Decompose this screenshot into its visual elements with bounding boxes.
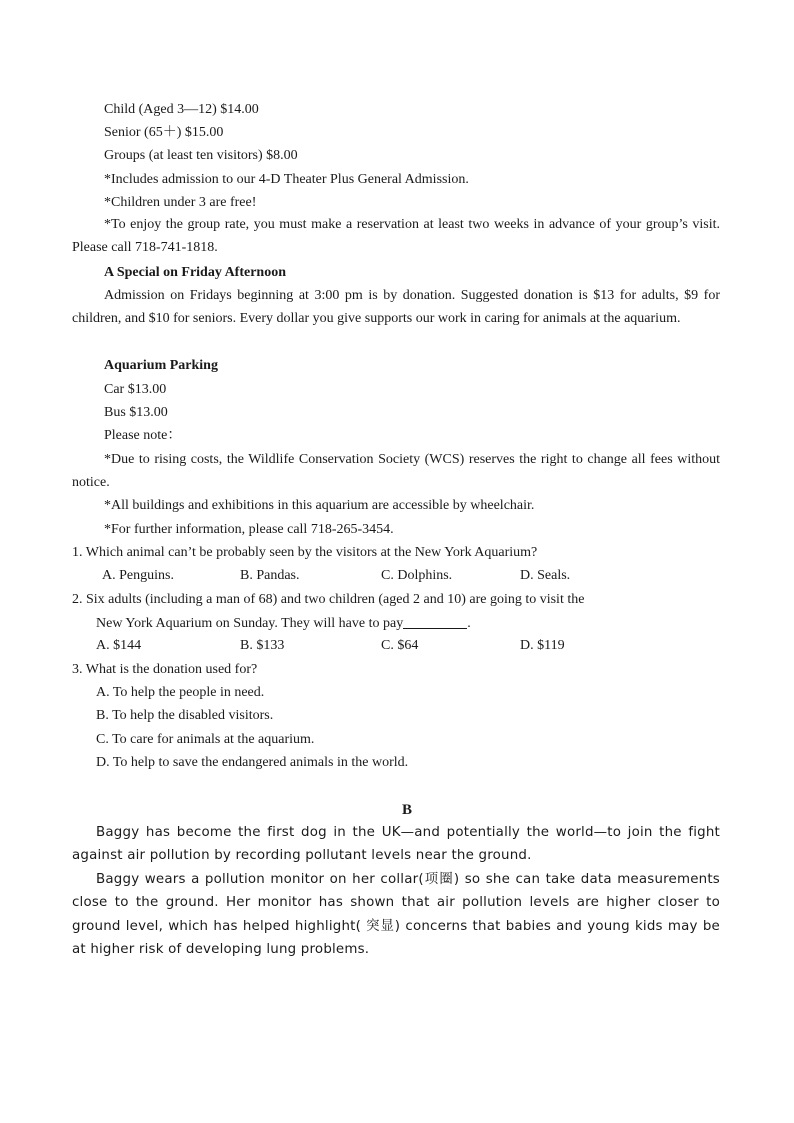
question-1-stem: 1. Which animal can’t be probably seen by the visitors at the New York Aquarium? <box>72 545 538 560</box>
price-groups: Groups (at least ten visitors) $8.00 <box>104 148 298 163</box>
section-b-paragraph-1: Baggy has become the first dog in the UK—and potentially the world—to join the fight against air pollution by recording pollutant levels near the ground. <box>72 825 720 864</box>
question-3-option-a[interactable]: A. To help the people in need. <box>96 685 265 700</box>
note-rising-costs: *Due to rising costs, the Wildlife Conservation Society (WCS) reserves the right to change all fees without notice. <box>72 452 720 491</box>
question-1-option-d[interactable]: D. Seals. <box>520 568 571 583</box>
question-2-option-b[interactable]: B. $133 <box>240 638 285 653</box>
answer-blank[interactable] <box>403 614 467 629</box>
friday-text: Admission on Fridays beginning at 3:00 pm is by donation. Suggested donation is $13 for adults, $9 for children, and $10 for seniors. Every dollar you give supports our work in caring for animals at the aquarium. <box>72 288 720 327</box>
question-2-option-d[interactable]: D. $119 <box>520 638 565 653</box>
section-b-paragraph-2: Baggy wears a pollution monitor on her collar(项圈) so she can take data measurements close to the ground. Her monitor has shown that air pollution levels are higher closer to ground level, which has helped highlight( 突显) concerns that babies and young kids may be at higher risk of developing lung problems. <box>72 872 720 957</box>
price-child: Child (Aged 3—12) $14.00 <box>104 102 259 117</box>
parking-bus: Bus $13.00 <box>104 405 168 420</box>
question-3-stem: 3. What is the donation used for? <box>72 662 258 677</box>
price-senior: Senior (65＋) $15.00 <box>104 125 224 140</box>
question-1-option-c[interactable]: C. Dolphins. <box>381 568 453 583</box>
note-group-rate: *To enjoy the group rate, you must make a reservation at least two weeks in advance of your group’s visit. Please call 718-741-1818. <box>72 217 720 256</box>
question-1-option-b[interactable]: B. Pandas. <box>240 568 300 583</box>
question-2-stem-end: . <box>467 616 471 631</box>
question-3-option-d[interactable]: D. To help to save the endangered animals in the world. <box>96 755 409 770</box>
question-1-option-a[interactable]: A. Penguins. <box>102 568 174 583</box>
question-2-option-a[interactable]: A. $144 <box>96 638 142 653</box>
parking-car: Car $13.00 <box>104 382 167 397</box>
friday-heading: A Special on Friday Afternoon <box>104 265 287 280</box>
question-2-stem-line1: 2. Six adults (including a man of 68) and two children (aged 2 and 10) are going to visit the <box>72 592 585 607</box>
note-buildings: *All buildings and exhibitions in this aquarium are accessible by wheelchair. <box>104 498 535 513</box>
question-2-stem-line2 <box>96 614 471 633</box>
note-info: *For further information, please call 718-265-3454. <box>104 522 394 537</box>
question-2-option-c[interactable]: C. $64 <box>381 638 419 653</box>
note-includes: *Includes admission to our 4-D Theater Plus General Admission. <box>104 172 469 187</box>
question-3-option-c[interactable]: C. To care for animals at the aquarium. <box>96 732 315 747</box>
parking-heading: Aquarium Parking <box>104 358 218 373</box>
question-2-stem-text: New York Aquarium on Sunday. They will have to pay <box>96 616 404 631</box>
note-children-free: *Children under 3 are free! <box>104 195 257 210</box>
section-b-heading: B <box>402 802 413 818</box>
question-3-option-b[interactable]: B. To help the disabled visitors. <box>96 708 274 723</box>
please-note-label: Please note： <box>104 428 182 443</box>
